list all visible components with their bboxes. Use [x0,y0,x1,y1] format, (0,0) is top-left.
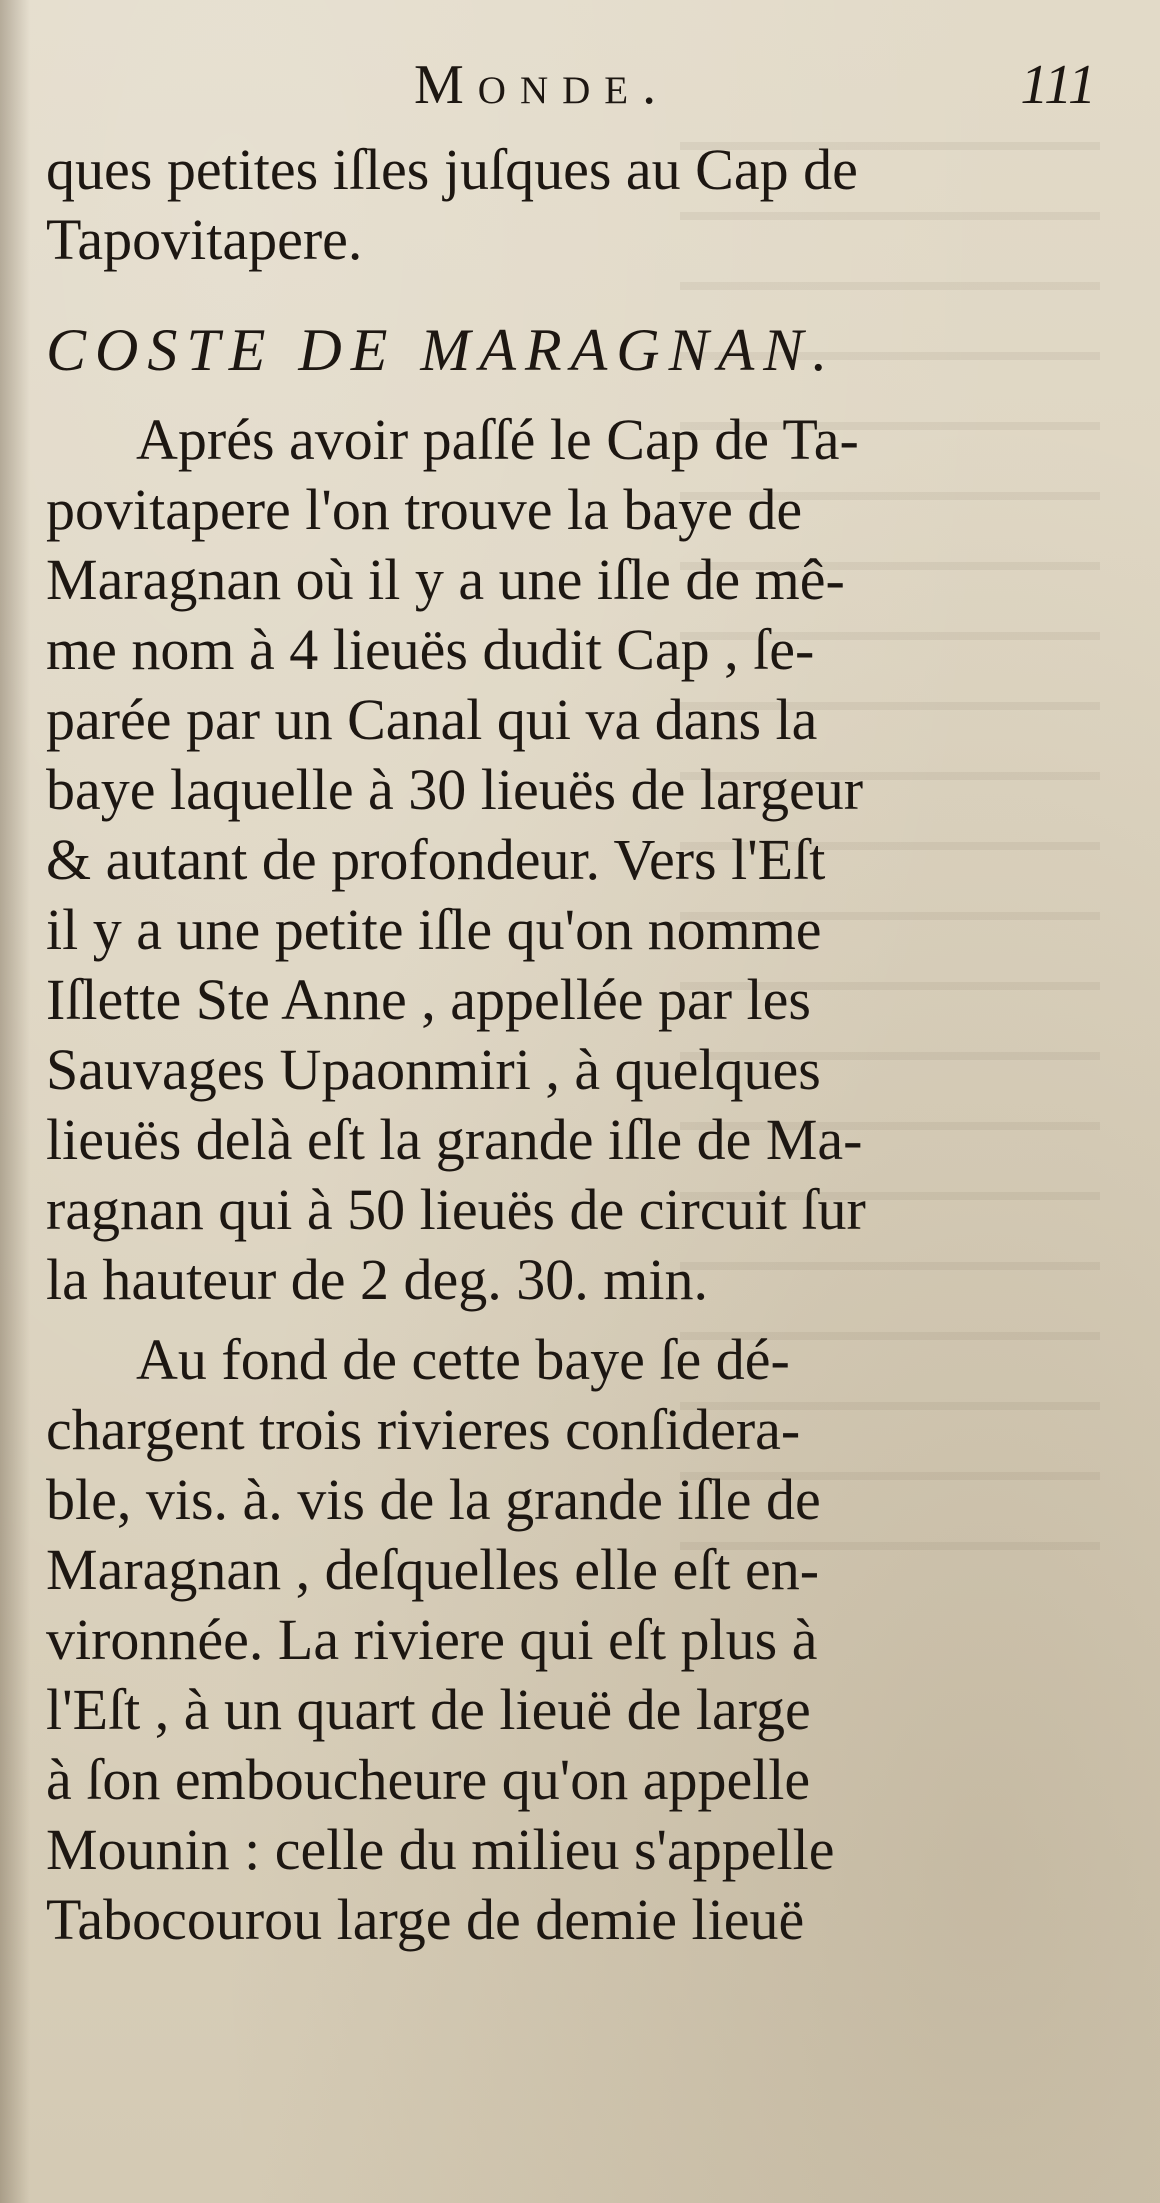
text-line: Tabocourou large de demie lieuë [46,1887,805,1952]
text-line: Sauvages Upaonmiri , à quelques [46,1037,821,1102]
text-line: Iſlette Ste Anne , appellée par les [46,967,811,1032]
page-text [46,45,1106,1955]
text-line: à ſon emboucheure qu'on appelle [46,1747,811,1812]
text-line: ragnan qui à 50 lieuës de circuit ſur [46,1177,866,1242]
text-line: Maragnan où il y a une iſle de mê- [46,547,845,612]
page-gutter-shadow [0,0,30,2203]
text-line: Maragnan , deſquelles elle eſt en- [46,1537,820,1602]
page-number: 111 [1020,54,1096,116]
text-line: Tapovitapere. [46,207,363,272]
text-line: parée par un Canal qui va dans la [46,687,818,752]
text-line: ble, vis. à. vis de la grande iſle de [46,1467,821,1532]
text-line: Aprés avoir paſſé le Cap de Ta- [136,407,859,472]
paragraph-2 [46,1325,1106,1955]
text-line: Mounin : celle du milieu s'appelle [46,1817,835,1882]
paragraph-1 [46,405,1106,1315]
text-line: il y a une petite iſle qu'on nomme [46,897,822,962]
text-line: ques petites iſles juſques au Cap de [46,137,858,202]
text-line: lieuës delà eſt la grande iſle de Ma- [46,1107,863,1172]
text-line: povitapere l'on trouve la baye de [46,477,803,542]
text-line: Au fond de cette baye ſe dé- [136,1327,790,1392]
text-line: & autant de profondeur. Vers l'Eſt [46,827,826,892]
text-line: l'Eſt , à un quart de lieuë de large [46,1677,811,1742]
text-line: chargent trois rivieres conſidera- [46,1397,801,1462]
text-line: baye laquelle à 30 lieuës de largeur [46,757,864,822]
running-head: Monde. [414,54,671,116]
section-heading: COSTE DE MARAGNAN. [46,317,837,383]
page-header [46,45,1106,135]
text-line: me nom à 4 lieuës dudit Cap , ſe- [46,617,815,682]
text-line: la hauteur de 2 deg. 30. min. [46,1247,708,1312]
text-line: vironnée. La riviere qui eſt plus à [46,1607,818,1672]
